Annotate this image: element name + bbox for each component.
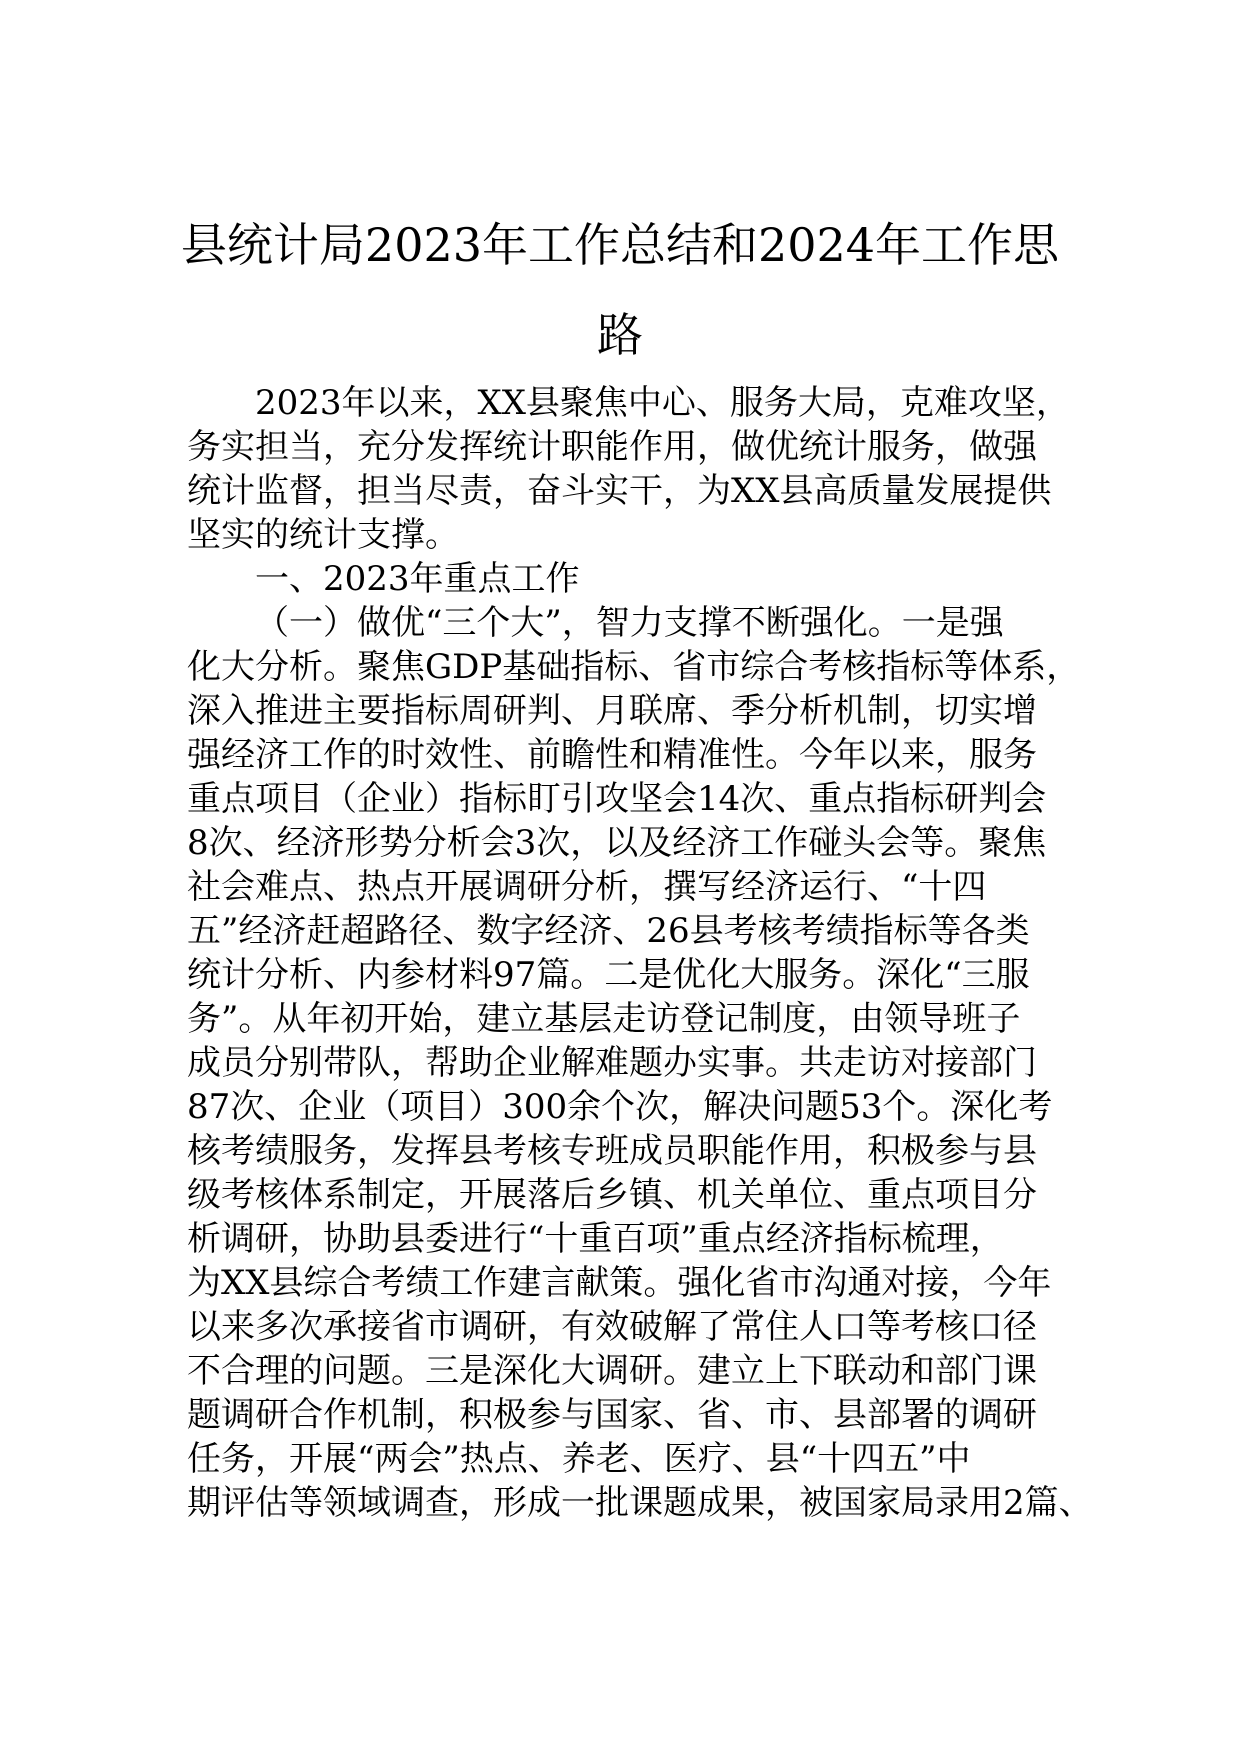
paragraph-line: 为XX县综合考绩工作建言献策。强化省市沟通对接，今年 xyxy=(187,1263,1052,1303)
paragraph-line: 社会难点、热点开展调研分析，撰写经济运行、“十四 xyxy=(187,867,987,907)
paragraph-line: 重点项目（企业）指标盯引攻坚会14次、重点指标研判会 xyxy=(187,779,1047,819)
paragraph-line: 期评估等领域调查，形成一批课题成果，被国家局录用2篇、 xyxy=(187,1483,1093,1523)
paragraph-line: 化大分析。聚焦GDP基础指标、省市综合考核指标等体系， xyxy=(187,647,1081,687)
paragraph-line: 深入推进主要指标周研判、月联席、季分析机制，切实增 xyxy=(187,691,1037,731)
paragraph-line: 析调研，协助县委进行“十重百项”重点经济指标梳理， xyxy=(187,1219,1004,1259)
paragraph-line: 务实担当，充分发挥统计职能作用，做优统计服务，做强 xyxy=(187,427,1037,467)
document-title-line-1: 县统计局2023年工作总结和2024年工作思 xyxy=(180,218,1060,272)
paragraph-line: 任务，开展“两会”热点、养老、医疗、县“十四五”中 xyxy=(187,1439,971,1479)
paragraph-line: 务”。从年初开始，建立基层走访登记制度，由领导班子 xyxy=(187,999,1021,1039)
paragraph-line: 2023年以来，XX县聚焦中心、服务大局，克难攻坚， xyxy=(255,383,1070,423)
paragraph-line: 统计分析、内参材料97篇。二是优化大服务。深化“三服 xyxy=(187,955,1030,995)
paragraph-line: 以来多次承接省市调研，有效破解了常住人口等考核口径 xyxy=(187,1307,1037,1347)
document-title-line-2: 路 xyxy=(597,308,643,362)
paragraph-line: 核考绩服务，发挥县考核专班成员职能作用，积极参与县 xyxy=(187,1131,1037,1171)
paragraph-line: （一）做优“三个大”，智力支撑不断强化。一是强 xyxy=(255,603,1004,643)
section-heading: 一、2023年重点工作 xyxy=(255,559,580,599)
paragraph-line: 8次、经济形势分析会3次，以及经济工作碰头会等。聚焦 xyxy=(187,823,1047,863)
paragraph-line: 统计监督，担当尽责，奋斗实干，为XX县高质量发展提供 xyxy=(187,471,1052,511)
paragraph-line: 题调研合作机制，积极参与国家、省、市、县部署的调研 xyxy=(187,1395,1037,1435)
paragraph-line: 成员分别带队，帮助企业解难题办实事。共走访对接部门 xyxy=(187,1043,1037,1083)
paragraph-line: 强经济工作的时效性、前瞻性和精准性。今年以来，服务 xyxy=(187,735,1037,775)
paragraph-line: 坚实的统计支撑。 xyxy=(187,515,459,555)
paragraph-line: 87次、企业（项目）300余个次，解决问题53个。深化考 xyxy=(187,1087,1053,1127)
paragraph-line: 级考核体系制定，开展落后乡镇、机关单位、重点项目分 xyxy=(187,1175,1037,1215)
paragraph-line: 五”经济赶超路径、数字经济、26县考核考绩指标等各类 xyxy=(187,911,1030,951)
paragraph-line: 不合理的问题。三是深化大调研。建立上下联动和部门课 xyxy=(187,1351,1037,1391)
